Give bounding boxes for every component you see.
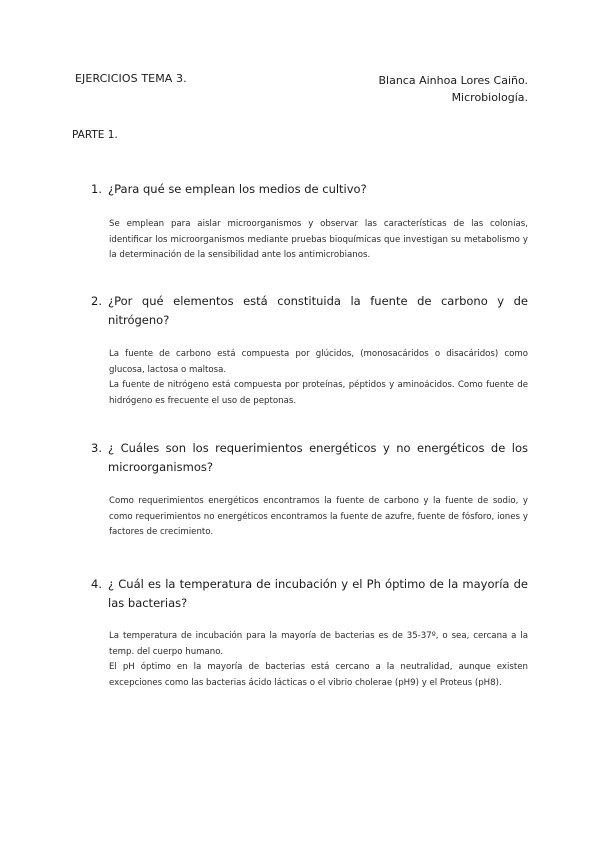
document-title: EJERCICIOS TEMA 3. (75, 72, 187, 85)
part-heading: PARTE 1. (72, 129, 118, 141)
question-1 (91, 180, 528, 199)
answer-paragraph: El pH óptimo en la mayoría de bacterias está cercano a la neutralidad, aunque existen excepciones como las bacterias ácido lácticas o el vibrio cholerae (pH9) y el Proteus (pH8). (109, 662, 528, 688)
answer-4 (109, 629, 528, 691)
question-number: 3. (91, 441, 102, 455)
question-3 (91, 439, 528, 477)
answer-paragraph: La temperatura de incubación para la mayoría de bacterias es de 35-37º, o sea, cercana a la temp. del cuerpo humano. (109, 631, 528, 657)
answer-paragraph: Como requerimientos energéticos encontramos la fuente de carbono y la fuente de sodio, y como requerimientos no energéticos encontramos la fuente de azufre, fuente de fósforo, iones y factores de crecimiento. (109, 496, 528, 538)
question-text: ¿ Cuáles son los requerimientos energéticos y no energéticos de los microorganismos? (108, 441, 528, 474)
question-text: ¿ Cuál es la temperatura de incubación y el Ph óptimo de la mayoría de las bacterias? (108, 577, 528, 610)
question-number: 2. (91, 294, 102, 308)
answer-paragraph: La fuente de nitrógeno está compuesta por proteínas, péptidos y aminoácidos. Como fuente de hidrógeno es frecuente el uso de peptonas. (109, 380, 528, 406)
answer-1 (109, 217, 528, 264)
answer-2 (109, 347, 528, 409)
question-4 (91, 575, 528, 613)
answer-paragraph: Se emplean para aislar microorganismos y observar las características de las colonias, identificar los microorganismos mediante pruebas bioquímicas que investigan su metabolismo y la determinación de la sensibilidad ante los antimicrobianos. (109, 219, 528, 261)
answer-paragraph: La fuente de carbono está compuesta por glúcidos, (monosacáridos o disacáridos) como glucosa, lactosa o maltosa. (109, 349, 528, 375)
answer-3 (109, 494, 528, 541)
question-number: 1. (91, 182, 102, 196)
question-text: ¿Por qué elementos está constituida la fuente de carbono y de nitrógeno? (108, 294, 528, 327)
question-2 (91, 292, 528, 330)
question-number: 4. (91, 577, 102, 591)
subject-name: Microbiología. (451, 91, 528, 104)
author-name: Blanca Ainhoa Lores Caiño. (378, 74, 528, 87)
question-text: ¿Para qué se emplean los medios de cultivo? (108, 182, 367, 196)
document-header-right (378, 72, 528, 106)
